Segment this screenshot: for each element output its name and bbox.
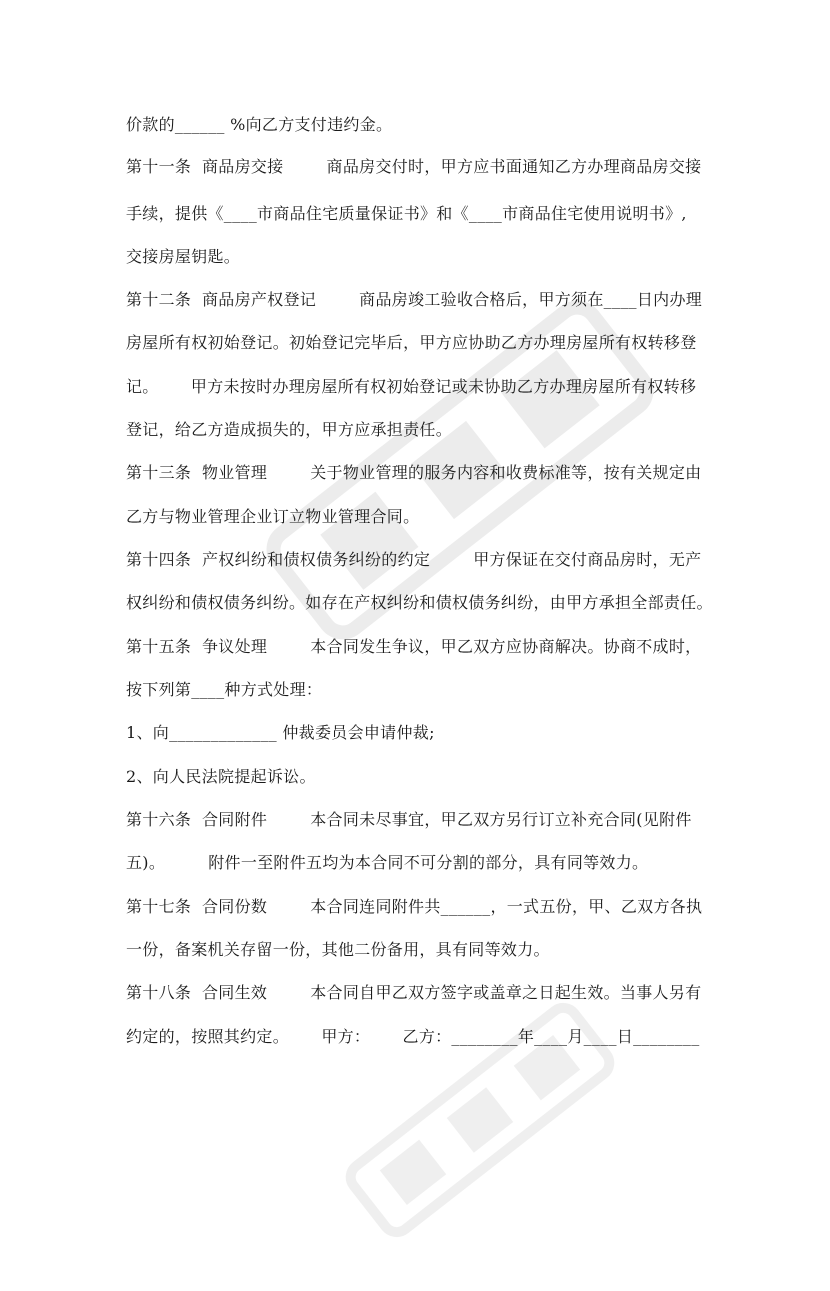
text-line: 登记，给乙方造成损失的，甲方应承担责任。 xyxy=(126,420,453,439)
text-line: 记。 甲方未按时办理房屋所有权初始登记或未协助乙方办理房屋所有权转移 xyxy=(126,377,697,396)
signature-line: 约定的，按照其约定。 甲方： 乙方：________年____月____日________ xyxy=(126,1027,700,1046)
text-line: 价款的______ %向乙方支付违约金。 xyxy=(126,115,393,134)
clause-15-heading: 第十五条 争议处理 本合同发生争议，甲乙双方应协商解决。协商不成时， xyxy=(126,637,702,656)
text-line: 手续，提供《____市商品住宅质量保证书》和《____市商品住宅使用说明书》, xyxy=(126,204,687,223)
clause-12-heading: 第十二条 商品房产权登记 商品房竣工验收合格后，甲方须在____日内办理 xyxy=(126,290,703,309)
text-line: 权纠纷和债权债务纠纷。如存在产权纠纷和债权债务纠纷，由甲方承担全部责任。 xyxy=(126,593,713,612)
text-line: 房屋所有权初始登记。初始登记完毕后，甲方应协助乙方办理房屋所有权转移登 xyxy=(126,333,697,352)
text-line: 乙方与物业管理企业订立物业管理合同。 xyxy=(126,507,420,526)
text-line: 一份，备案机关存留一份，其他二份备用，具有同等效力。 xyxy=(126,940,550,959)
clause-17-heading: 第十七条 合同份数 本合同连同附件共______，一式五份，甲、乙双方各执 xyxy=(126,897,703,916)
text-line: 交接房屋钥匙。 xyxy=(126,247,241,266)
text-line: 五)。 附件一至附件五均为本合同不可分割的部分，具有同等效力。 xyxy=(126,853,649,872)
clause-16-heading: 第十六条 合同附件 本合同未尽事宜，甲乙双方另行订立补充合同(见附件 xyxy=(126,810,692,829)
list-item: 2、向人民法院提起诉讼。 xyxy=(126,767,316,786)
clause-13-heading: 第十三条 物业管理 关于物业管理的服务内容和收费标准等，按有关规定由 xyxy=(126,463,702,482)
list-item: 1、向_____________ 仲裁委员会申请仲裁; xyxy=(126,723,435,742)
clause-11-heading: 第十一条 商品房交接 商品房交付时，甲方应书面通知乙方办理商品房交接 xyxy=(126,157,702,176)
clause-18-heading: 第十八条 合同生效 本合同自甲乙双方签字或盖章之日起生效。当事人另有 xyxy=(126,983,702,1002)
clause-14-heading: 第十四条 产权纠纷和债权债务纠纷的约定 甲方保证在交付商品房时，无产 xyxy=(126,550,702,569)
text-line: 按下列第____种方式处理： xyxy=(126,680,323,699)
